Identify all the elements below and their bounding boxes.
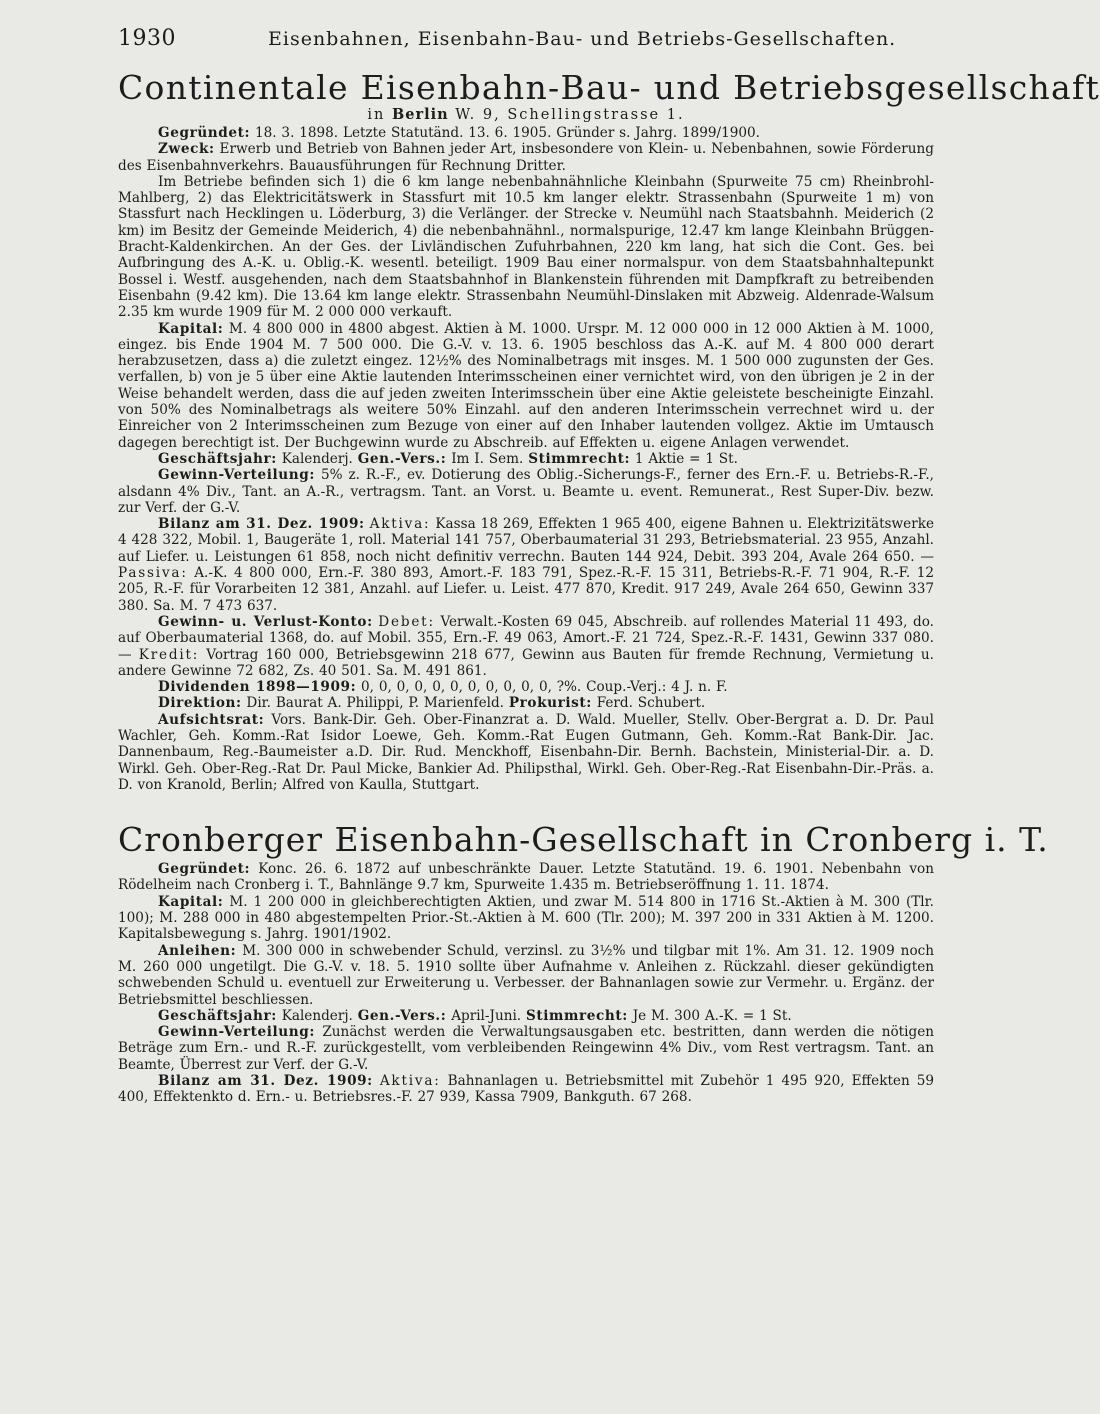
operations-paragraph: Im Betriebe befinden sich 1) die 6 km lange nebenbahnähnliche Kleinbahn (Spurweite 75 cm) Rheinbrohl-Mahlberg, 2) das Elektricitätswerk in Stassfurt mit 10.5 km langer elektr. Strassenbahn (Spurweite 1 m) von Stassfurt nach Hecklingen u. Löderburg, 3) die Verlänger. der Strecke v. Neumühl nach Staatsbahnh. Meiderich (2 km) im Besitz der Gemeinde Meiderich, 4) die nebenbahnähnl., normalspurige, 12.47 km lange Kleinbahn Brüggen-Bracht-Kaldenkirchen. An der Ges. der Livländischen Zufuhrbahnen, 220 km lang, hat sich die Cont. Ges. bei Aufbringung des A.-K. u. Oblig.-K. wesentl. beteiligt. 1909 Bau einer normalspur. von dem Staatsbahnhaltepunkt Bossel i. Westf. ausgehenden, nach dem Staatsbahnhof in Blankenstein führenden mit Dampfkraft zu betreibenden Eisenbahn (9.42 km). Die 13.64 km lange elektr. Strassenbahn Neumühl-Dinslaken mit Abzweig. Aldenrade-Walsum 2.35 km wurde 1909 für M. 2 000 000 verkauft. [118,173,934,321]
running-header [118,26,934,51]
credit-text: Vortrag 160 000, Betriebsgewinn 218 677, Gewinn aus Bauten für fremde Rechnung, Vermietung u. andere Gewinne 72 682, Zs. 40 501. Sa. M. 491 861. [118,646,934,679]
balance-sheet-paragraph [118,516,934,614]
founded-label: Gegründet: [158,861,251,878]
loans-text: M. 300 000 in schwebender Schuld, verzinsl. zu 3½% und tilgbar mit 1%. Am 31. 12. 1909 noch M. 260 000 ungetilgt. Die G.-V. v. 18. 5. 1910 sollte über Aufnahme v. Anleihen z. Rückzahl. dieser gekündigten schwebenden Schuld u. eventuell zur Erweiterung u. Verbesser. der Bahnanlagen sowie zur Vermehr. u. Ergänz. der Betriebsmittel beschliessen. [118,942,934,1008]
fiscal-year-text: Kalenderj. [281,450,353,467]
capital-paragraph [118,894,934,943]
general-meeting-label: Gen.-Vers.: [357,450,447,467]
founded-label: Gegründet: [158,125,251,141]
fiscal-year-paragraph [118,1008,934,1024]
general-meeting-text: April-Juni. [451,1007,522,1024]
capital-text: M. 1 200 000 in gleichberechtigten Aktien, und zwar M. 514 800 in 1716 St.-Aktien à M. 300 (Tlr. 100); M. 288 000 in 480 abgestempelten Prior.-St.-Aktien à M. 600 (Tlr. 200); M. 397 200 in 331 Aktien à M. 1200. Kapitalsbewegung s. Jahrg. 1901/1902. [118,893,934,943]
balance-sheet-label: Bilanz am 31. Dez. 1909: [158,516,365,533]
profit-distribution-text: 5% z. R.-F., ev. Dotierung des Oblig.-Sicherungs-F., ferner des Ern.-F. u. Betriebs-R.-F., alsdann 4% Div., Tant. an A.-R., vertragsm. Tant. an Vorst. u. Beamte u. event. Remunerat., Rest Super-Div. bezw. zur Verf. der G.-V. [118,467,934,516]
management-label: Direktion: [158,695,242,712]
founded-text: 18. 3. 1898. Letzte Statutänd. 13. 6. 1905. Gründer s. Jahrg. 1899/1900. [254,125,761,141]
voting-right-label: Stimmrecht: [528,450,631,467]
capital-paragraph [118,321,934,451]
profit-loss-label: Gewinn- u. Verlust-Konto: [158,613,373,630]
location-address: W. 9, Schellingstrasse 1. [455,107,685,123]
running-title: Eisenbahnen, Eisenbahn-Bau- und Betriebs-Gesellschaften. [268,28,897,50]
profit-loss-paragraph [118,614,934,679]
dividends-paragraph [118,679,934,695]
loans-paragraph [118,943,934,1008]
profit-distribution-label: Gewinn-Verteilung: [158,467,315,484]
company-location [118,107,934,123]
purpose-text: Erwerb und Betrieb von Bahnen jeder Art, insbesondere von Klein- u. Nebenbahnen, sowie Förderung des Eisenbahnverkehrs. Bauausführungen für Rechnung Dritter. [118,141,934,174]
founded-text: Konc. 26. 6. 1872 auf unbeschränkte Dauer. Letzte Statutänd. 19. 6. 1901. Nebenbahn von Rödelheim nach Cronberg i. T., Bahnlänge 9.7 km, Spurweite 1.435 m. Betriebseröffnung 1. 11. 1874. [118,861,934,894]
debit-text: Verwalt.-Kosten 69 045, Abschreib. auf rollendes Material 11 493, do. auf Oberbaumaterial 1368, do. auf Mobil. 355, Ern.-F. 49 063, Amort.-F. 21 724, Spez.-R.-F. 1431, Gewinn 337 080. — [118,613,934,663]
voting-right-label: Stimmrecht: [525,1007,628,1024]
company-entry-continentale [118,68,1100,793]
capital-text: M. 4 800 000 in 4800 abgest. Aktien à M. 1000. Urspr. M. 12 000 000 in 12 000 Aktien à M. 1000, eingez. bis Ende 1904 M. 7 500 000. Die G.-V. v. 13. 6. 1905 beschloss das A.-K. auf M. 4 800 000 derart herabzusetzen, dass a) die zuletzt eingez. 12½% des Nominalbetrags mit insges. M. 1 500 000 zugunsten der Ges. verfallen, b) von je 5 über eine Aktie lautenden Interimsscheinen einer vernichtet wird, von den übrigen je 2 in der Weise behandelt werden, dass die auf jeden zweiten Interimsschein über eine Aktie geleistete bescheinigte Einzahl. von 50% des Nominalbetrags als weitere 50% Einzahl. auf den anderen Interimsschein verrechnet wird u. der Einreicher von 2 Interimsscheinen zum Bezuge von einer auf den Inhaber lautenden vollgez. Aktie im Umtausch dagegen berechtigt ist. Der Buchgewinn wurde zu Abschreib. auf Effekten u. eigene Anlagen verwendet. [118,320,934,451]
profit-distribution-paragraph [118,467,934,516]
company-entry-cronberger [118,820,1049,1106]
fiscal-year-label: Geschäftsjahr: [158,450,277,467]
balance-sheet-label: Bilanz am 31. Dez. 1909: [158,1073,373,1090]
location-prefix: in [367,107,386,123]
loans-label: Anleihen: [158,942,237,959]
profit-distribution-paragraph [118,1024,934,1073]
management-text: Dir. Baurat A. Philippi, P. Marienfeld. [246,695,504,712]
assets-label: Aktiva: [369,516,431,533]
management-paragraph [118,695,934,711]
location-city: Berlin [392,106,449,123]
supervisory-board-label: Aufsichtsrat: [158,711,265,728]
assets-text: Kassa 18 269, Effekten 1 965 400, eigene Bahnen u. Elektrizitätswerke 4 428 322, Mobil. 1, Baugeräte 1, roll. Material 141 757, Oberbaumaterial 31 293, Betriebsmaterial. 23 955, Anzahl. auf Liefer. u. Leistungen 61 858, noch nicht definitiv verrechn. Bauten 144 924, Debit. 393 204, Avale 264 650. — [118,516,934,565]
company-title: Continentale Eisenbahn-Bau- und Betriebsgesellschaft [118,68,1100,107]
voting-right-text: Je M. 300 A.-K. = 1 St. [632,1007,792,1024]
founded-paragraph [118,125,934,141]
purpose-paragraph [118,141,934,174]
assets-text: Bahnanlagen u. Betriebsmittel mit Zubehör 1 495 920, Effekten 59 400, Effektenkto d. Ern.- u. Betriebsres.-F. 27 939, Kassa 7909, Bankguth. 67 268. [118,1073,935,1106]
capital-label: Kapital: [158,320,224,337]
capital-label: Kapital: [158,893,224,910]
dividends-text: 0, 0, 0, 0, 0, 0, 0, 0, 0, 0, 0, ?%. Coup.-Verj.: 4 J. n. F. [361,679,728,696]
liabilities-label: Passiva: [118,565,188,582]
company-title: Cronberger Eisenbahn-Gesellschaft in Cronberg i. T. [118,820,1049,860]
voting-right-text: 1 Aktie = 1 St. [634,450,738,467]
general-meeting-label: Gen.-Vers.: [357,1007,447,1024]
assets-label: Aktiva: [379,1073,441,1090]
balance-sheet-paragraph [118,1073,934,1106]
profit-distribution-text: Zunächst werden die Verwaltungsausgaben etc. bestritten, dann werden die nötigen Beträge zum Ern.- und R.-F. zurückgestellt, vom verbleibenden Reingewinn 4% Div., vom Rest vertragsm. Tant. an Beamte, Überrest zur Verf. der G.-V. [118,1024,934,1073]
fiscal-year-label: Geschäftsjahr: [158,1007,277,1024]
credit-label: Kredit: [138,646,200,663]
section-divider [118,793,934,821]
general-meeting-text: Im I. Sem. [451,450,524,467]
profit-distribution-label: Gewinn-Verteilung: [158,1024,315,1041]
page-number: 1930 [118,26,176,51]
fiscal-year-text: Kalenderj. [281,1007,353,1024]
purpose-label: Zweck: [158,141,215,158]
founded-paragraph [118,861,934,894]
procurator-text: Ferd. Schubert. [596,695,706,712]
fiscal-year-paragraph [118,451,934,467]
procurator-label: Prokurist: [508,695,592,712]
dividends-label: Dividenden 1898—1909: [158,679,357,696]
supervisory-board-paragraph [118,712,934,793]
liabilities-text: A.-K. 4 800 000, Ern.-F. 380 893, Amort.-F. 183 791, Spez.-R.-F. 15 311, Betriebs-R.-F. 71 904, R.-F. 12 205, R.-F. für Vorarbeiten 12 381, Anzahl. auf Liefer. u. Leist. 477 870, Kredit. 917 249, Avale 264 650, Gewinn 337 380. Sa. M. 7 473 637. [118,565,935,614]
supervisory-board-text: Vors. Bank-Dir. Geh. Ober-Finanzrat a. D. Wald. Mueller, Stellv. Ober-Bergrat a. D. Dr. Paul Wachler, Geh. Komm.-Rat Isidor Loewe, Geh. Komm.-Rat Eugen Gutmann, Geh. Komm.-Rat Bank-Dir. Jac. Dannenbaum, Reg.-Baumeister a.D. Dir. Rud. Menckhoff, Eisenbahn-Dir. Bernh. Bachstein, Ministerial-Dir. a. D. Wirkl. Geh. Ober-Reg.-Rat Dr. Paul Micke, Bankier Ad. Philipsthal, Wirkl. Geh. Ober-Reg.-Rat Eisenbahn-Dir.-Präs. a. D. von Kranold, Berlin; Alfred von Kaulla, Stuttgart. [118,711,934,793]
debit-label: Debet: [378,613,435,630]
